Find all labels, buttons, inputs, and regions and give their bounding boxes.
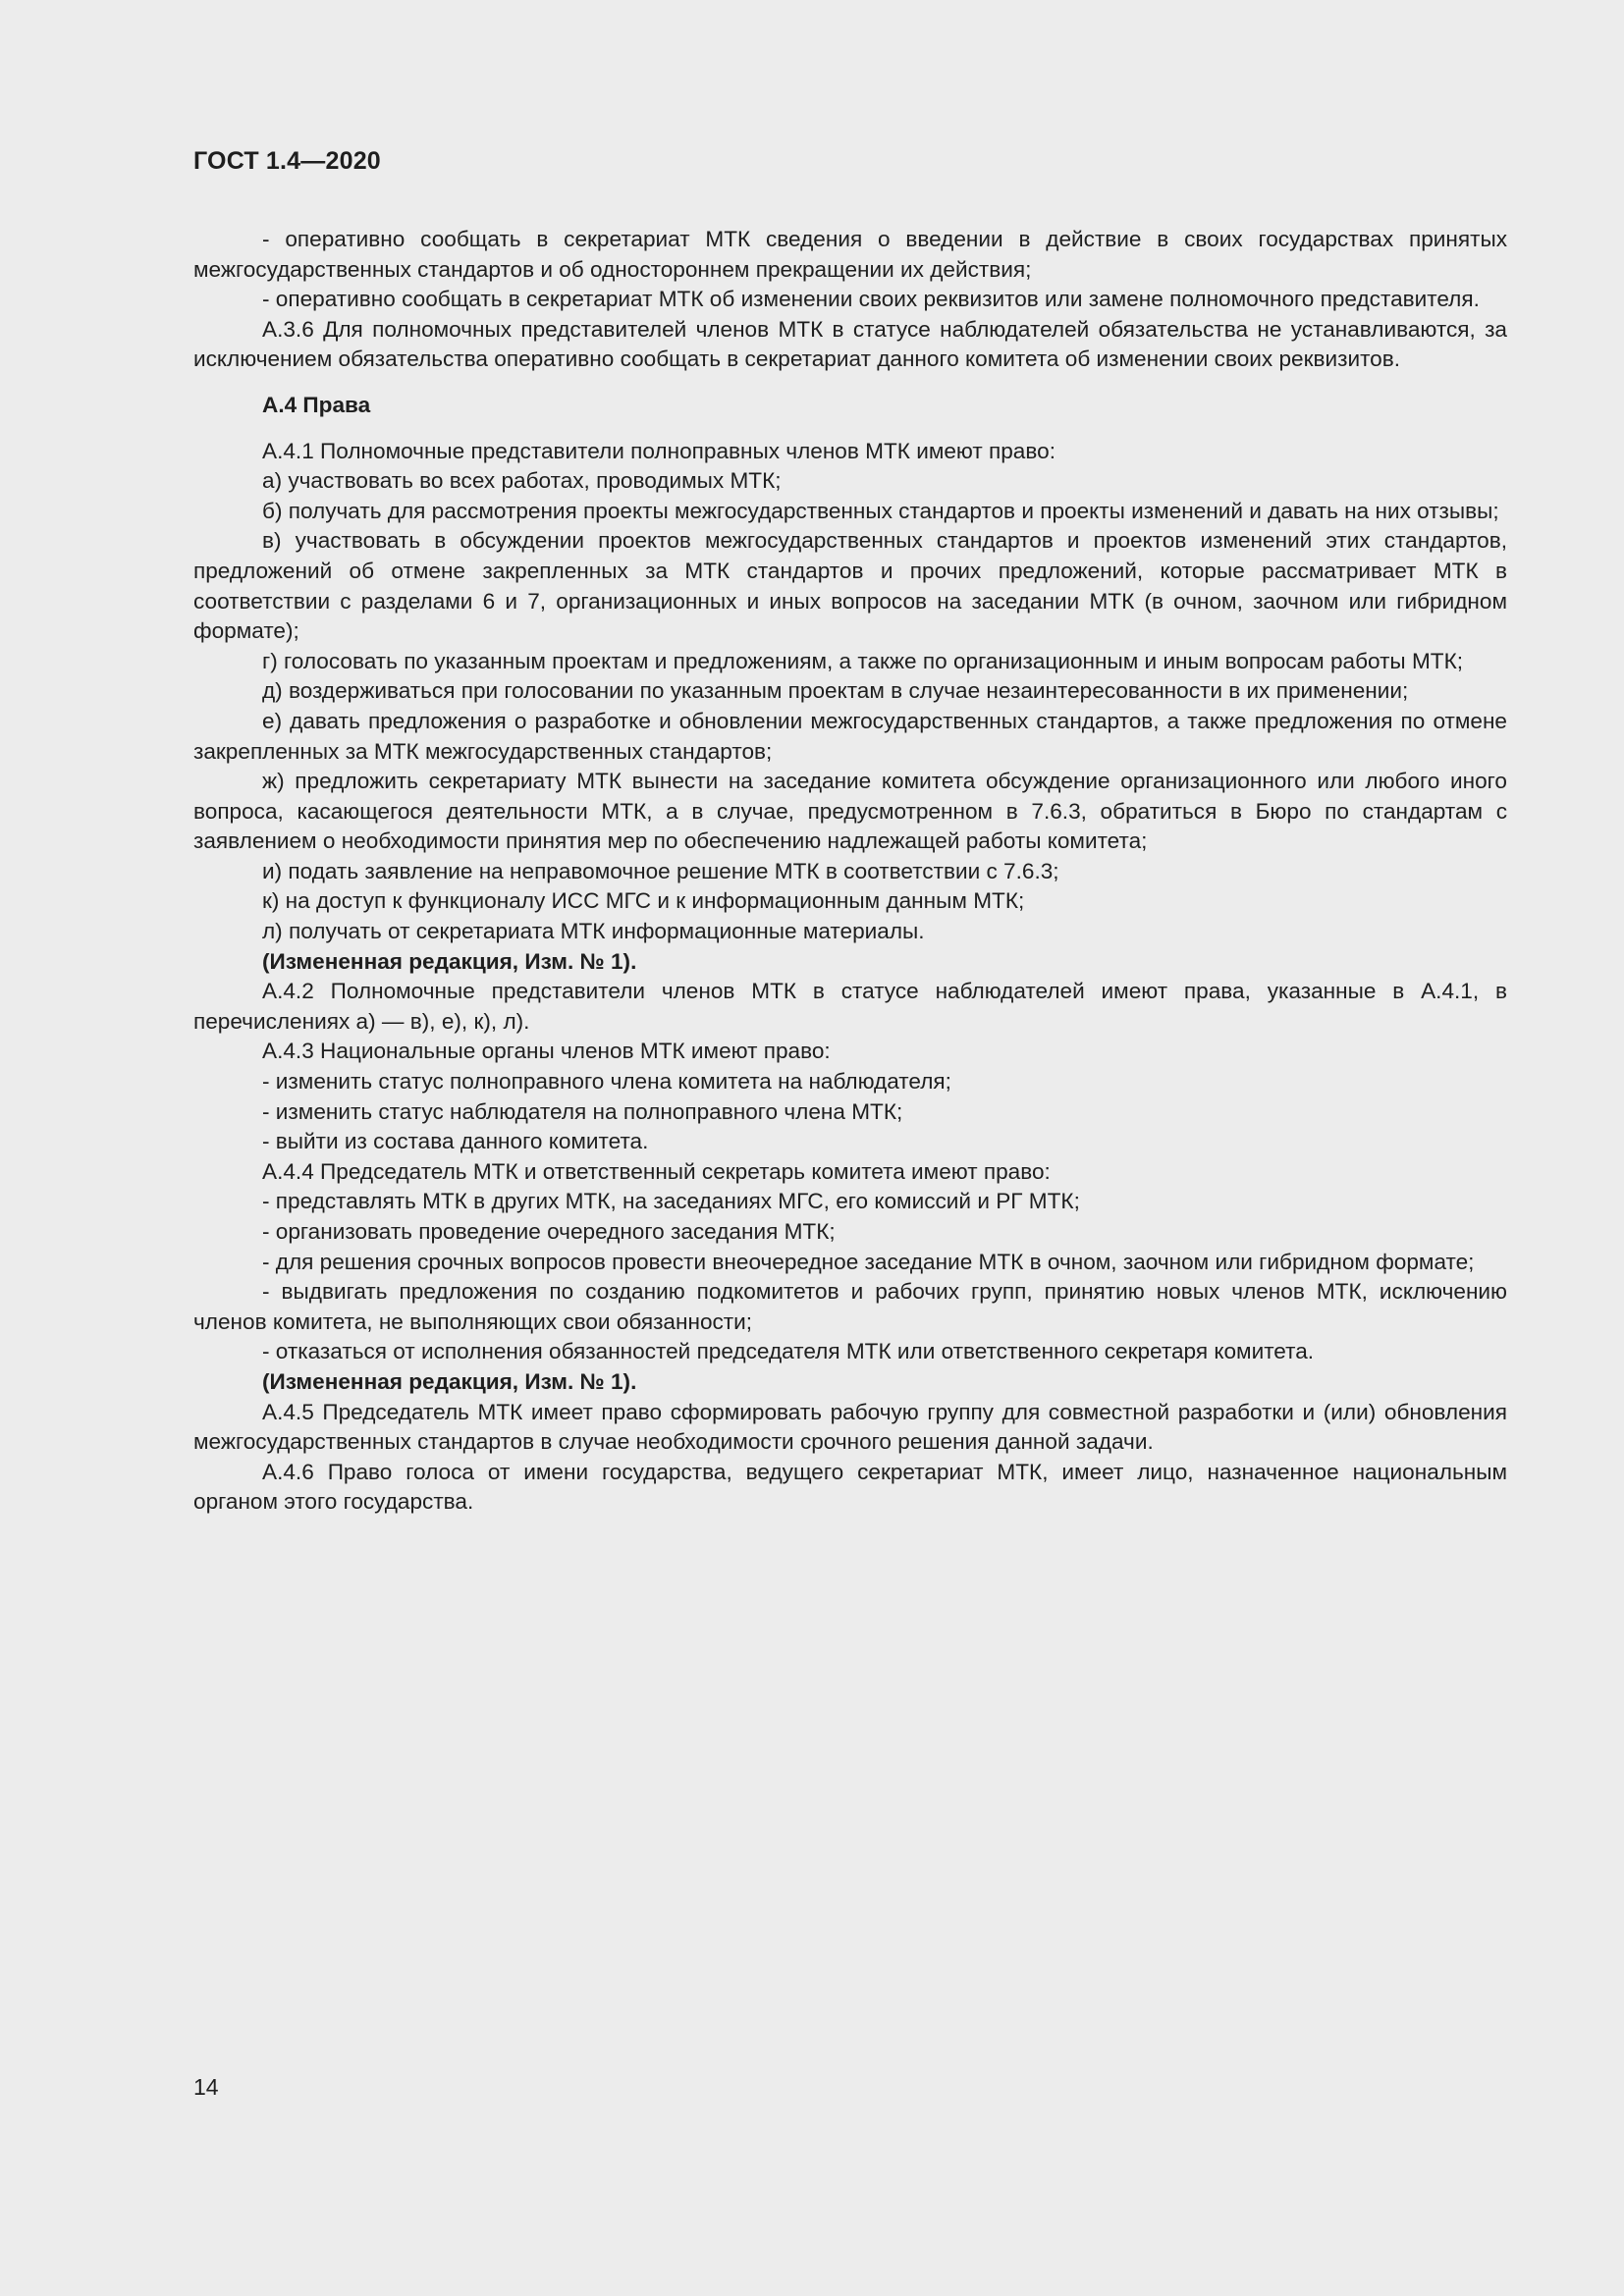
paragraph-a41: А.4.1 Полномочные представители полноправных членов МТК имеют право: bbox=[262, 438, 1056, 463]
list-item-a: а) участвовать во всех работах, проводимых МТК; bbox=[262, 468, 782, 494]
list-item-v: в) участвовать в обсуждении проектов межгосударственных стандартов и проектов изменений этих стандартов, предложений об отмене закрепленных за МТК стандартов и прочих предложений, которые рассматривает МТК в соответствии с разделами 6 и 7, организационных и иных вопросов на заседании МТК (в очном, заочном или гибридном формате); bbox=[193, 528, 1507, 644]
section-title: А.4 Права bbox=[262, 392, 371, 417]
paragraph-a45: А.4.5 Председатель МТК имеет право сформировать рабочую группу для совместной разработки и (или) обновления межгосударственных стандартов в случае необходимости срочного решения данной задачи. bbox=[193, 1399, 1507, 1455]
list-item-dash-2: - изменить статус наблюдателя на полноправного члена МТК; bbox=[262, 1098, 903, 1124]
list-item-dash-6: - для решения срочных вопросов провести внеочередное заседание МТК в очном, заочном или гибридном формате; bbox=[262, 1249, 1475, 1274]
amendment-note-2: (Измененная редакция, Изм. № 1). bbox=[262, 1368, 637, 1394]
list-item-dash-7: - выдвигать предложения по созданию подкомитетов и рабочих групп, принятию новых членов МТК, исключению членов комитета, не выполняющих свои обязанности; bbox=[193, 1279, 1507, 1334]
amendment-note-1: (Измененная редакция, Изм. № 1). bbox=[262, 948, 637, 974]
page-body bbox=[193, 225, 1507, 1518]
list-item-i: и) подать заявление на неправомочное решение МТК в соответствии с 7.6.3; bbox=[262, 858, 1059, 883]
list-item-dash-5: - организовать проведение очередного заседания МТК; bbox=[262, 1219, 836, 1244]
paragraph-top-2: - оперативно сообщать в секретариат МТК об изменении своих реквизитов или замене полномочного представителя. bbox=[262, 287, 1480, 312]
list-item-b: б) получать для рассмотрения проекты межгосударственных стандартов и проекты изменений и давать на них отзывы; bbox=[262, 498, 1499, 523]
list-item-g: г) голосовать по указанным проектам и предложениям, а также по организационным и иным вопросам работы МТК; bbox=[262, 648, 1464, 673]
list-item-e: е) давать предложения о разработке и обновлении межгосударственных стандартов, а также предложения по отмене закрепленных за МТК межгосударственных стандартов; bbox=[193, 708, 1507, 764]
list-item-zh: ж) предложить секретариату МТК вынести на заседание комитета обсуждение организационного или любого иного вопроса, касающегося деятельности МТК, а в случае, предусмотренном в 7.6.3, обратиться в Бюро по стандартам с заявлением о необходимости принятия мер по обеспечению надлежащей работы комитета; bbox=[193, 769, 1507, 854]
paragraph-top-1: - оперативно сообщать в секретариат МТК сведения о введении в действие в своих государствах принятых межгосударственных стандартов и об одностороннем прекращении их действия; bbox=[193, 227, 1507, 282]
list-item-dash-1: - изменить статус полноправного члена комитета на наблюдателя; bbox=[262, 1069, 951, 1095]
page-number: 14 bbox=[193, 2074, 219, 2100]
paragraph-a46: А.4.6 Право голоса от имени государства, ведущего секретариат МТК, имеет лицо, назначенное национальным органом этого государства. bbox=[193, 1459, 1507, 1515]
list-item-k: к) на доступ к функционалу ИСС МГС и к информационным данным МТК; bbox=[262, 888, 1025, 914]
list-item-l: л) получать от секретариата МТК информационные материалы. bbox=[262, 919, 925, 944]
paragraph-top-3: А.3.6 Для полномочных представителей членов МТК в статусе наблюдателей обязательства не устанавливаются, за исключением обязательства оперативно сообщать в секретариат данного комитета об изменении своих реквизитов. bbox=[193, 316, 1507, 372]
paragraph-a42: А.4.2 Полномочные представители членов МТК в статусе наблюдателей имеют права, указанные в А.4.1, в перечислениях а) — в), е), к), л). bbox=[193, 979, 1507, 1034]
document-header: ГОСТ 1.4—2020 bbox=[193, 147, 381, 175]
list-item-dash-3: - выйти из состава данного комитета. bbox=[262, 1129, 649, 1154]
list-item-dash-4: - представлять МТК в других МТК, на заседаниях МГС, его комиссий и РГ МТК; bbox=[262, 1189, 1080, 1214]
list-item-d: д) воздерживаться при голосовании по указанным проектам в случае незаинтересованности в их применении; bbox=[262, 678, 1409, 704]
paragraph-a44: А.4.4 Председатель МТК и ответственный секретарь комитета имеют право: bbox=[262, 1158, 1051, 1184]
list-item-dash-8: - отказаться от исполнения обязанностей председателя МТК или ответственного секретаря комитета. bbox=[262, 1339, 1315, 1364]
paragraph-a43: А.4.3 Национальные органы членов МТК имеют право: bbox=[262, 1039, 831, 1064]
